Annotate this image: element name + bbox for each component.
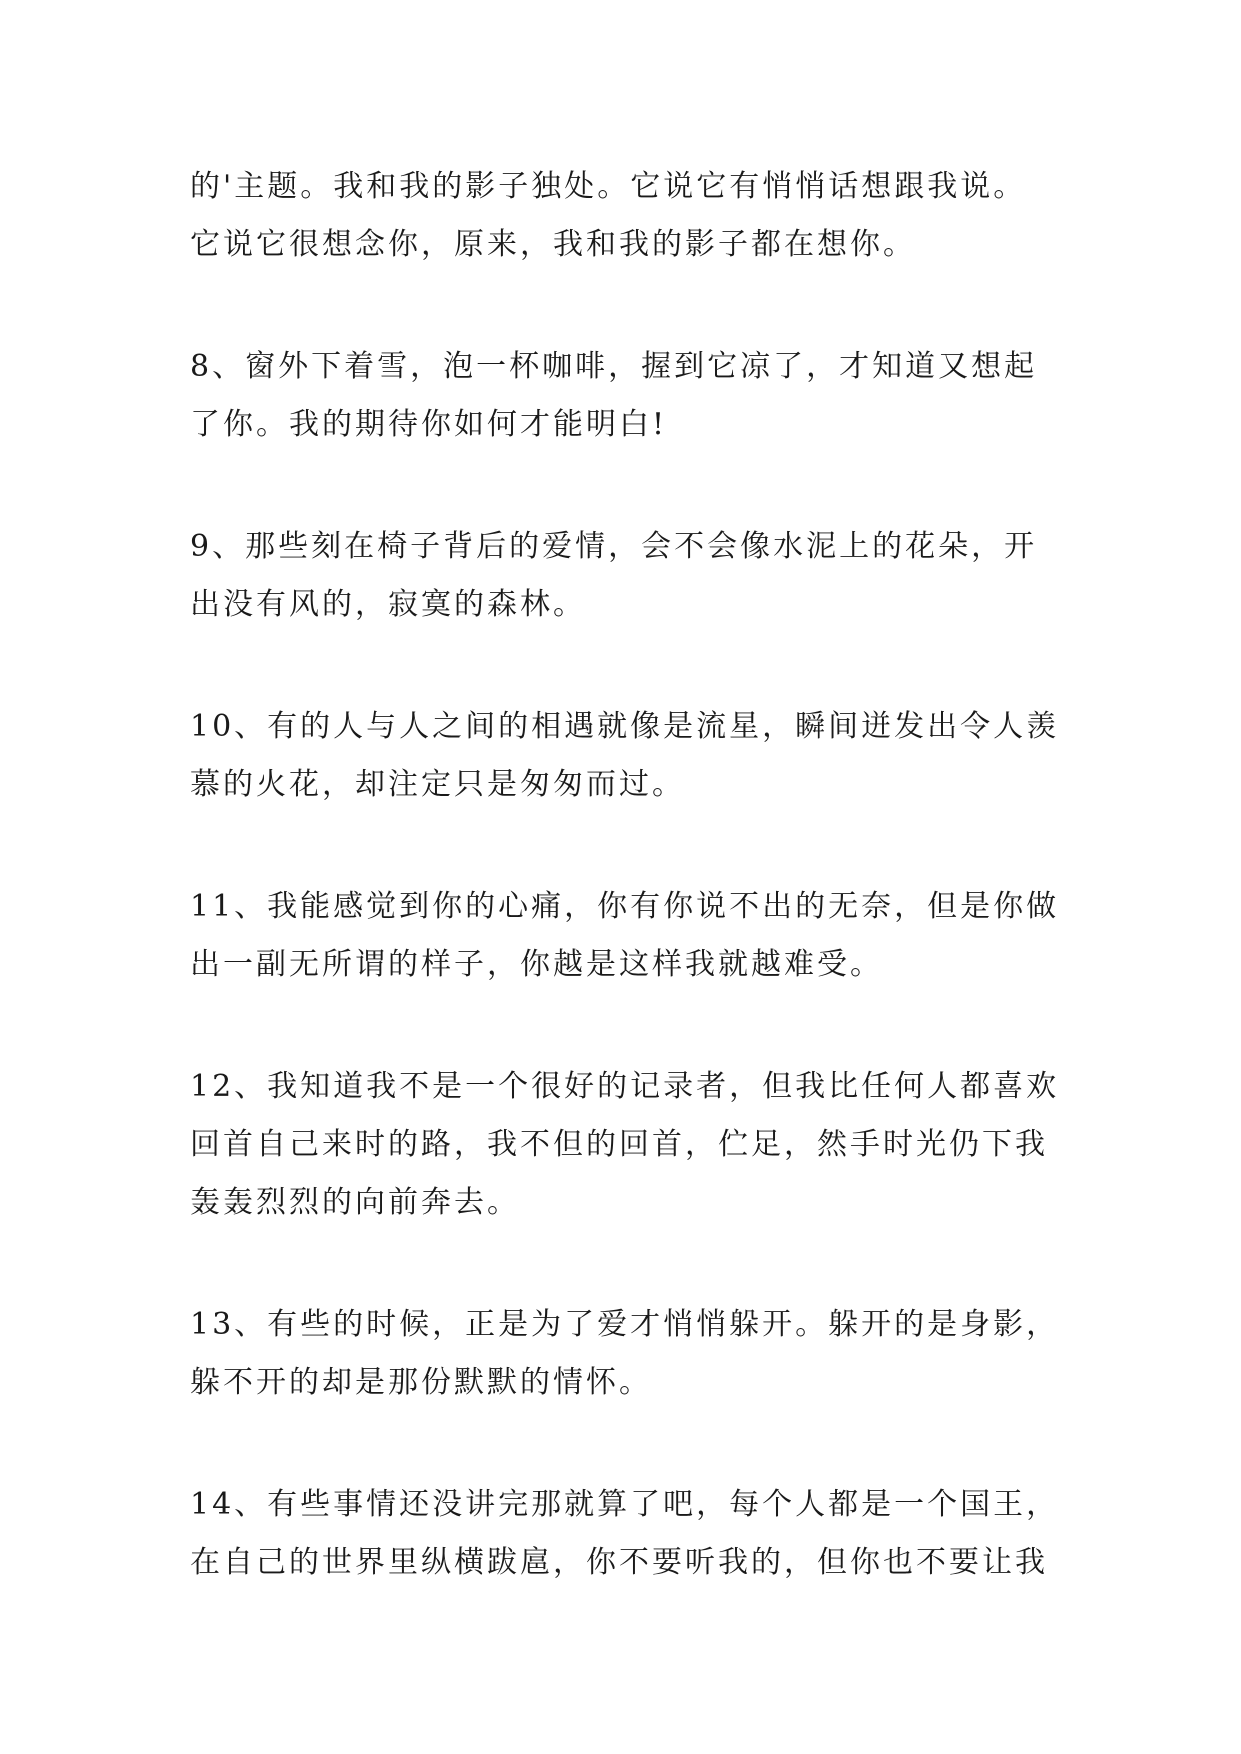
paragraph-line: 轰轰烈烈的向前奔去。 — [190, 1185, 520, 1220]
paragraph-line: 慕的火花，却注定只是匆匆而过。 — [190, 767, 685, 802]
paragraph-5 — [190, 878, 1070, 994]
paragraph-8 — [190, 1476, 1070, 1592]
paragraph-line: 在自己的世界里纵横跋扈，你不要听我的，但你也不要让我 — [190, 1545, 1048, 1580]
paragraph-line: 8、窗外下着雪，泡一杯咖啡，握到它凉了，才知道又想起 — [190, 349, 1038, 384]
paragraph-line: 9、那些刻在椅子背后的爱情，会不会像水泥上的花朵，开 — [190, 529, 1038, 564]
paragraph-1 — [190, 158, 1070, 274]
paragraph-line: 出没有风的，寂寞的森林。 — [190, 587, 586, 622]
paragraph-2 — [190, 338, 1070, 454]
paragraph-line: 13、有些的时候，正是为了爱才悄悄躲开。躲开的是身影， — [190, 1307, 1060, 1342]
paragraph-line: 了你。我的期待你如何才能明白! — [190, 407, 668, 442]
paragraph-line: 14、有些事情还没讲完那就算了吧，每个人都是一个国王， — [190, 1487, 1060, 1522]
paragraph-7 — [190, 1296, 1070, 1412]
paragraph-line: 躲不开的却是那份默默的情怀。 — [190, 1365, 652, 1400]
paragraph-line: 回首自己来时的路，我不但的回首，伫足，然手时光仍下我 — [190, 1127, 1048, 1162]
paragraph-line: 它说它很想念你，原来，我和我的影子都在想你。 — [190, 227, 916, 262]
document-body — [190, 158, 1070, 1656]
paragraph-4 — [190, 698, 1070, 814]
paragraph-line: 出一副无所谓的样子，你越是这样我就越难受。 — [190, 947, 883, 982]
paragraph-line: 11、我能感觉到你的心痛，你有你说不出的无奈，但是你做 — [190, 889, 1060, 924]
paragraph-line: 的'主题。我和我的影子独处。它说它有悄悄话想跟我说。 — [190, 169, 1027, 204]
paragraph-line: 12、我知道我不是一个很好的记录者，但我比任何人都喜欢 — [190, 1069, 1060, 1104]
paragraph-3 — [190, 518, 1070, 634]
paragraph-line: 10、有的人与人之间的相遇就像是流星，瞬间迸发出令人羡 — [190, 709, 1060, 744]
paragraph-6 — [190, 1058, 1070, 1232]
